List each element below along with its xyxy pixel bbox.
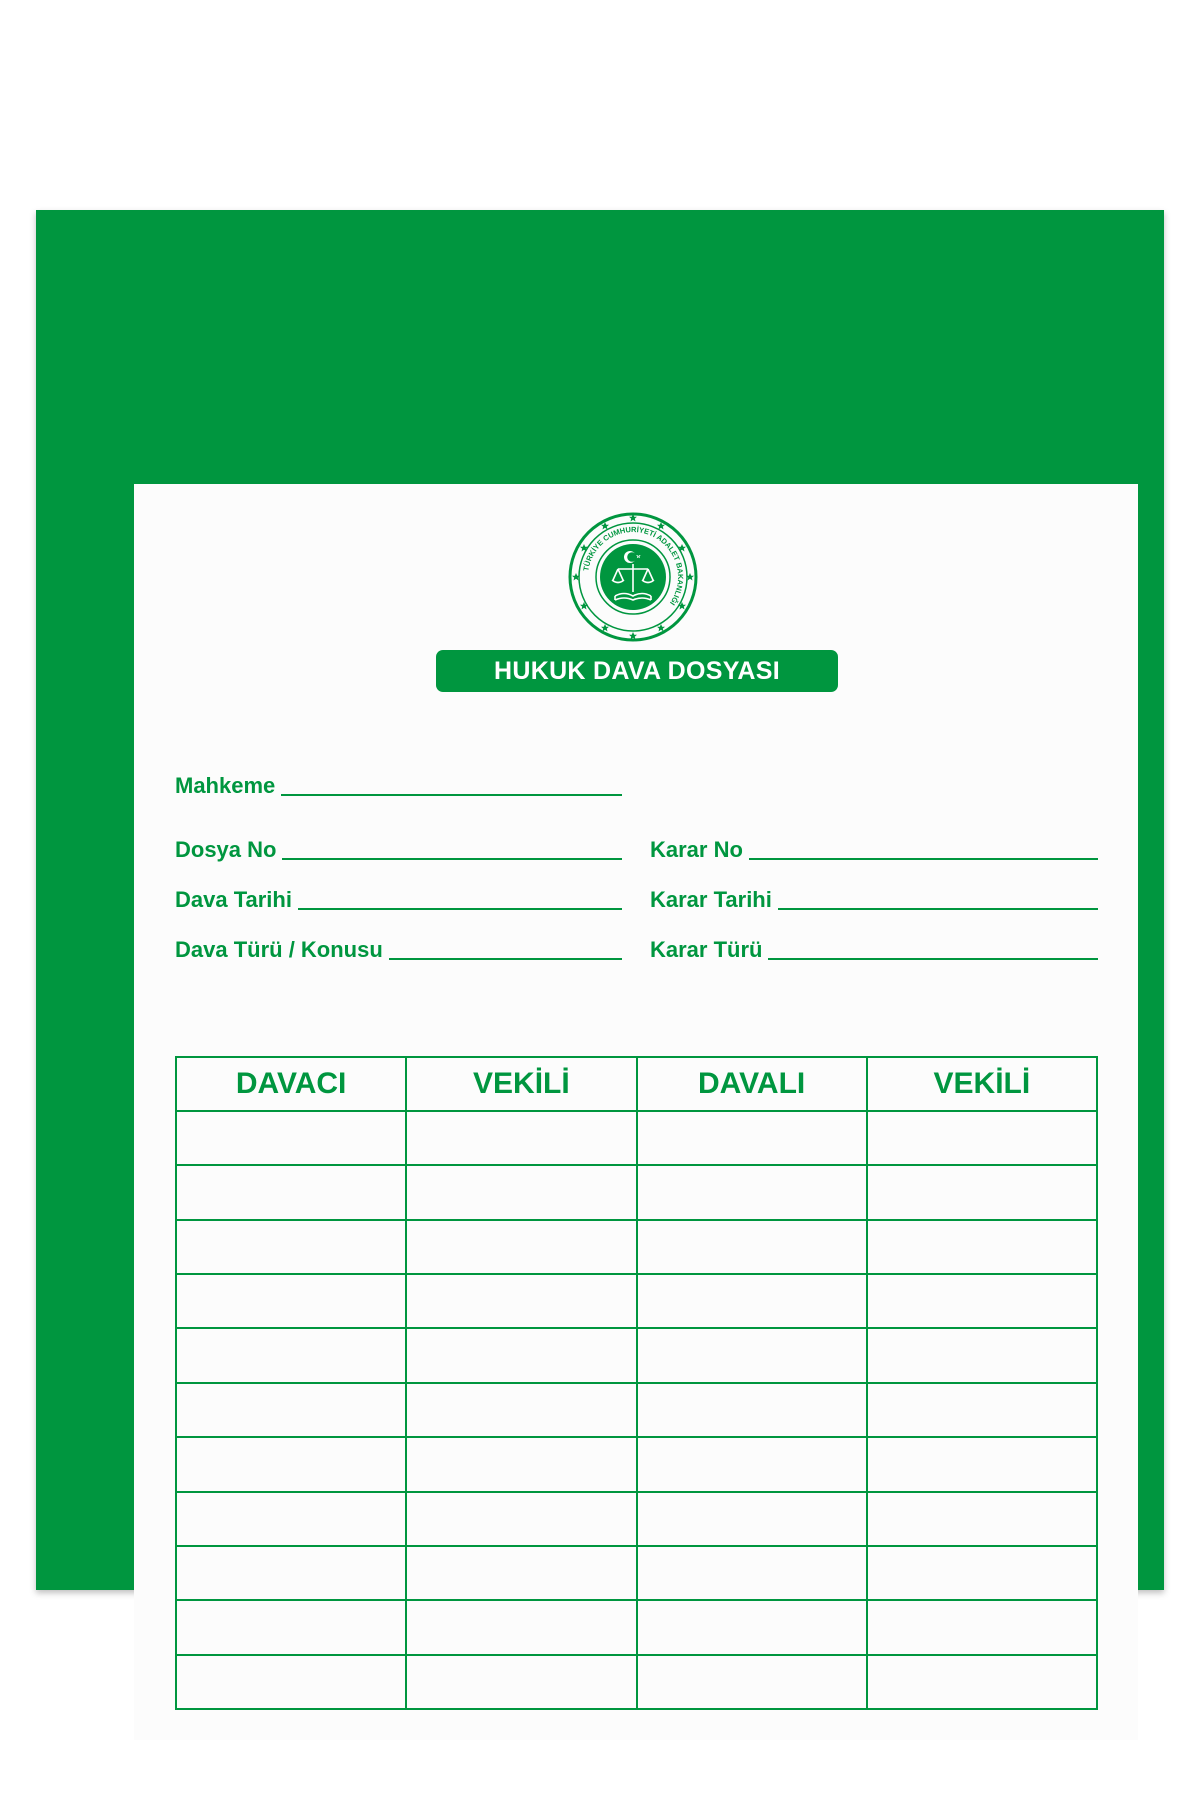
karar-no-line bbox=[749, 858, 1098, 860]
table-cell[interactable] bbox=[867, 1546, 1097, 1600]
table-row bbox=[176, 1328, 1097, 1382]
dava-turu-field bbox=[175, 932, 622, 962]
table-cell[interactable] bbox=[176, 1220, 406, 1274]
table-cell[interactable] bbox=[406, 1600, 636, 1654]
table-cell[interactable] bbox=[176, 1492, 406, 1546]
table-cell[interactable] bbox=[637, 1111, 867, 1165]
table-cell[interactable] bbox=[867, 1383, 1097, 1437]
mahkeme-line bbox=[281, 794, 622, 796]
table-cell[interactable] bbox=[867, 1220, 1097, 1274]
table-cell[interactable] bbox=[406, 1546, 636, 1600]
table-cell[interactable] bbox=[406, 1328, 636, 1382]
table-cell[interactable] bbox=[176, 1274, 406, 1328]
table-row bbox=[176, 1383, 1097, 1437]
table-cell[interactable] bbox=[406, 1274, 636, 1328]
table-row bbox=[176, 1600, 1097, 1654]
table-cell[interactable] bbox=[406, 1383, 636, 1437]
header-davaci-vekili: VEKİLİ bbox=[406, 1057, 636, 1111]
table-row bbox=[176, 1546, 1097, 1600]
table-cell[interactable] bbox=[867, 1274, 1097, 1328]
table-cell[interactable] bbox=[176, 1328, 406, 1382]
table-cell[interactable] bbox=[637, 1492, 867, 1546]
table-cell[interactable] bbox=[637, 1600, 867, 1654]
dava-turu-line bbox=[389, 958, 622, 960]
document-title: HUKUK DAVA DOSYASI bbox=[436, 650, 838, 692]
dava-tarihi-line bbox=[298, 908, 622, 910]
karar-turu-field bbox=[650, 932, 1098, 962]
table-cell[interactable] bbox=[637, 1165, 867, 1219]
karar-turu-line bbox=[768, 958, 1098, 960]
karar-tarihi-field bbox=[650, 882, 1098, 912]
table-cell[interactable] bbox=[867, 1600, 1097, 1654]
table-cell[interactable] bbox=[867, 1655, 1097, 1709]
header-davali: DAVALI bbox=[637, 1057, 867, 1111]
table-header-row bbox=[176, 1057, 1097, 1111]
dosya-no-label: Dosya No bbox=[175, 837, 277, 862]
table-cell[interactable] bbox=[637, 1220, 867, 1274]
dosya-no-field bbox=[175, 832, 622, 862]
table-cell[interactable] bbox=[176, 1165, 406, 1219]
folder-border bbox=[36, 210, 1164, 1590]
karar-tarihi-label: Karar Tarihi bbox=[650, 887, 772, 912]
parties-table bbox=[175, 1056, 1098, 1710]
table-cell[interactable] bbox=[176, 1383, 406, 1437]
form-sheet bbox=[134, 484, 1138, 1740]
table-cell[interactable] bbox=[867, 1437, 1097, 1491]
karar-no-field bbox=[650, 832, 1098, 862]
table-cell[interactable] bbox=[637, 1328, 867, 1382]
mahkeme-label: Mahkeme bbox=[175, 773, 276, 798]
table-cell[interactable] bbox=[867, 1165, 1097, 1219]
table-cell[interactable] bbox=[637, 1383, 867, 1437]
karar-tarihi-line bbox=[778, 908, 1098, 910]
table-cell[interactable] bbox=[176, 1600, 406, 1654]
header-davaci: DAVACI bbox=[176, 1057, 406, 1111]
dava-turu-label: Dava Türü / Konusu bbox=[175, 937, 383, 962]
dava-tarihi-label: Dava Tarihi bbox=[175, 887, 292, 912]
table-cell[interactable] bbox=[637, 1546, 867, 1600]
table-cell[interactable] bbox=[176, 1111, 406, 1165]
table-cell[interactable] bbox=[406, 1165, 636, 1219]
table-cell[interactable] bbox=[406, 1220, 636, 1274]
table-cell[interactable] bbox=[406, 1492, 636, 1546]
table-cell[interactable] bbox=[637, 1655, 867, 1709]
table-row bbox=[176, 1492, 1097, 1546]
table-cell[interactable] bbox=[176, 1546, 406, 1600]
dava-tarihi-field bbox=[175, 882, 622, 912]
table-cell[interactable] bbox=[867, 1328, 1097, 1382]
table-cell[interactable] bbox=[406, 1111, 636, 1165]
table-row bbox=[176, 1655, 1097, 1709]
table-cell[interactable] bbox=[867, 1492, 1097, 1546]
header-davali-vekili: VEKİLİ bbox=[867, 1057, 1097, 1111]
table-row bbox=[176, 1165, 1097, 1219]
karar-no-label: Karar No bbox=[650, 837, 743, 862]
table-cell[interactable] bbox=[176, 1437, 406, 1491]
table-row bbox=[176, 1274, 1097, 1328]
table-cell[interactable] bbox=[637, 1274, 867, 1328]
dosya-no-line bbox=[282, 858, 622, 860]
table-body bbox=[176, 1111, 1097, 1709]
table-row bbox=[176, 1220, 1097, 1274]
table-cell[interactable] bbox=[637, 1437, 867, 1491]
table-cell[interactable] bbox=[406, 1437, 636, 1491]
svg-text:TÜRKİYE CUMHURİYETİ ADALET BAK: TÜRKİYE CUMHURİYETİ ADALET BAKANLIĞI bbox=[581, 524, 686, 608]
table-cell[interactable] bbox=[406, 1655, 636, 1709]
table-cell[interactable] bbox=[176, 1655, 406, 1709]
table-cell[interactable] bbox=[867, 1111, 1097, 1165]
table-row bbox=[176, 1111, 1097, 1165]
mahkeme-field bbox=[175, 768, 622, 798]
karar-turu-label: Karar Türü bbox=[650, 937, 763, 962]
seal-icon bbox=[568, 512, 698, 642]
table-row bbox=[176, 1437, 1097, 1491]
